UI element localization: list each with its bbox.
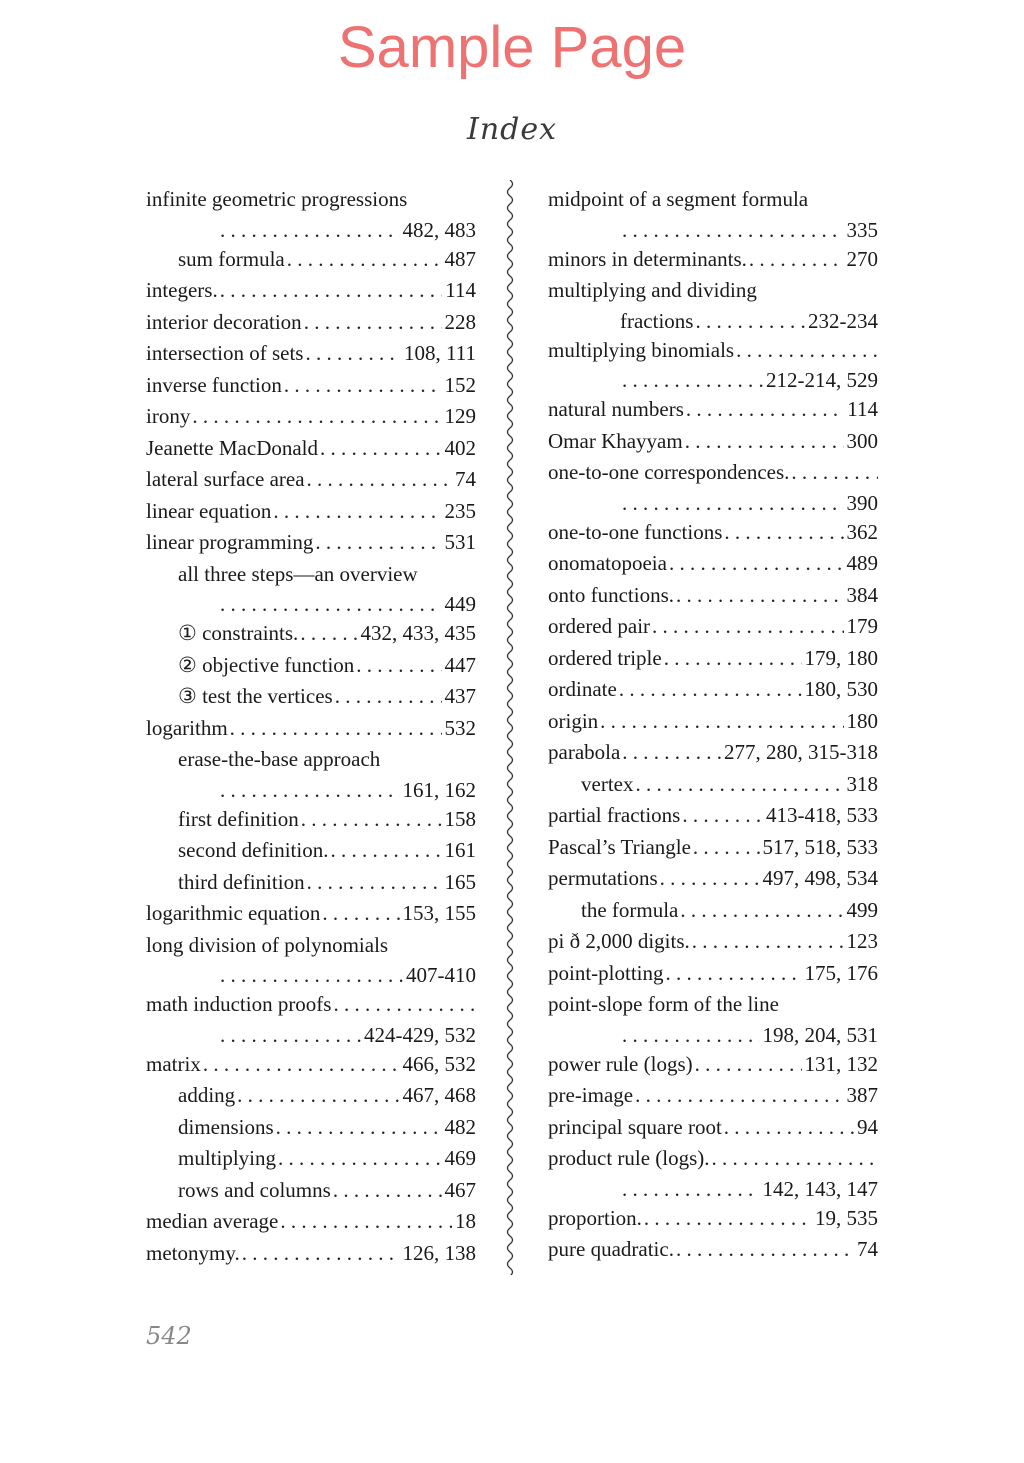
dot-leader — [320, 898, 399, 930]
dot-leader — [218, 216, 400, 244]
index-column-left — [146, 184, 476, 1269]
dot-leader — [722, 517, 843, 549]
index-term: onomatopoeia — [548, 551, 667, 575]
dot-leader — [218, 1021, 361, 1049]
index-term: onto functions. — [548, 582, 674, 607]
index-entry — [146, 216, 476, 244]
dot-leader — [710, 1143, 878, 1175]
index-entry — [548, 548, 878, 580]
index-entry — [548, 611, 878, 643]
index-page-refs: 413-418, 533 — [766, 803, 878, 827]
index-page-refs: 402 — [444, 435, 476, 460]
index-entry — [548, 457, 878, 489]
index-term: infinite geometric progressions — [146, 187, 408, 211]
index-page-refs: 270 — [846, 246, 878, 271]
index-term: natural numbers — [548, 397, 684, 421]
dot-leader — [318, 433, 441, 465]
dot-leader — [691, 832, 760, 864]
index-entry — [548, 1143, 878, 1175]
dot-leader — [299, 804, 442, 836]
index-term: integers. — [146, 278, 218, 302]
index-term: rows and columns — [178, 1177, 331, 1202]
index-entry — [146, 1175, 476, 1207]
index-entry — [548, 426, 878, 458]
index-term: adding — [178, 1083, 236, 1107]
dot-leader — [620, 1175, 760, 1203]
index-entry — [146, 804, 476, 836]
index-term: matrix — [146, 1051, 201, 1076]
index-term: linear equation — [146, 498, 272, 523]
index-entry — [548, 335, 878, 367]
index-term: ① constraints. — [178, 621, 299, 645]
dot-leader — [285, 244, 442, 276]
index-entry — [548, 989, 878, 1021]
dot-leader — [302, 307, 442, 339]
index-entry — [146, 744, 476, 776]
index-entry — [548, 216, 878, 244]
index-entry — [146, 1049, 476, 1081]
index-entry — [548, 832, 878, 864]
dot-leader — [683, 426, 844, 458]
index-term: interior decoration — [146, 309, 302, 334]
index-entry — [146, 1112, 476, 1144]
dot-leader — [328, 835, 441, 867]
index-term: vertex — [581, 771, 634, 796]
dot-leader — [747, 244, 844, 276]
index-entry — [146, 867, 476, 899]
index-term: intersection of sets — [146, 341, 304, 365]
index-page-refs: 467, 468 — [402, 1083, 476, 1107]
index-entry — [548, 706, 878, 738]
index-entry — [548, 769, 878, 801]
index-page-refs: 335 — [846, 217, 878, 242]
dot-leader — [240, 1238, 400, 1270]
index-page-refs: 487 — [444, 246, 476, 271]
index-term: linear programming — [146, 530, 314, 554]
dot-leader — [305, 867, 442, 899]
index-term: origin — [548, 708, 599, 733]
dot-leader — [789, 457, 878, 489]
index-entry — [146, 1080, 476, 1112]
index-entry — [548, 366, 878, 394]
index-page-refs: 153, 155 — [402, 901, 476, 925]
index-entry — [548, 895, 878, 927]
index-column-right — [548, 184, 878, 1266]
index-page-refs: 482, 483 — [402, 217, 476, 242]
index-term: power rule (logs) — [548, 1051, 693, 1076]
dot-leader — [331, 989, 476, 1021]
dot-leader — [722, 1112, 854, 1144]
index-page-refs: 384 — [846, 582, 878, 607]
index-page-refs: 517, 518, 533 — [762, 834, 878, 859]
index-page-refs: 467 — [444, 1177, 476, 1202]
index-entry — [146, 1143, 476, 1175]
index-term: first definition — [178, 806, 299, 831]
index-term: Jeanette MacDonald — [146, 435, 319, 460]
index-entry — [146, 370, 476, 402]
dot-leader — [620, 489, 844, 517]
dot-leader — [633, 769, 843, 801]
index-page-refs: 129 — [444, 404, 476, 428]
index-page-refs: 437 — [444, 684, 476, 708]
dot-leader — [331, 1175, 442, 1207]
index-entry — [548, 1112, 878, 1144]
dot-leader — [617, 674, 802, 706]
index-term: irony — [146, 404, 191, 428]
index-term: second definition. — [178, 838, 329, 862]
index-entry — [146, 559, 476, 591]
index-entry — [548, 674, 878, 706]
index-term: pure quadratic. — [548, 1237, 674, 1261]
dot-leader — [664, 958, 802, 990]
index-page-refs: 123 — [846, 929, 878, 953]
index-entry — [548, 244, 878, 276]
index-entry — [146, 464, 476, 496]
index-entry — [146, 1021, 476, 1049]
index-entry — [548, 1175, 878, 1203]
dot-leader — [690, 926, 844, 958]
dot-leader — [674, 580, 844, 612]
index-entry — [548, 1049, 878, 1081]
index-term: pi ð 2,000 digits. — [548, 929, 690, 953]
dot-leader — [693, 1049, 802, 1081]
dot-leader — [620, 1021, 760, 1049]
index-term: third definition — [178, 869, 305, 894]
dot-leader — [190, 401, 441, 433]
dot-leader — [303, 338, 401, 370]
index-entry — [146, 1206, 476, 1238]
index-page-refs: 497, 498, 534 — [762, 866, 878, 890]
index-entry — [146, 713, 476, 745]
index-entry — [548, 580, 878, 612]
index-page-refs: 114 — [445, 278, 476, 302]
index-entry — [548, 1234, 878, 1266]
index-term: one-to-one correspondences. — [548, 460, 790, 484]
index-page-refs: 531 — [444, 530, 476, 554]
index-entry — [548, 737, 878, 769]
index-page-refs: 300 — [846, 428, 878, 453]
dot-leader — [620, 737, 721, 769]
index-term: partial fractions — [548, 803, 681, 827]
dot-leader — [274, 1112, 442, 1144]
dot-leader — [662, 643, 802, 675]
index-page-refs: 161, 162 — [402, 777, 476, 802]
index-page-refs: 180 — [846, 708, 878, 733]
index-entry — [548, 1080, 878, 1112]
dot-leader — [218, 275, 443, 307]
index-term: multiplying and dividing — [548, 278, 757, 302]
dot-leader — [278, 1206, 452, 1238]
index-entry — [146, 618, 476, 650]
index-term: pre-image — [548, 1083, 634, 1107]
index-page-refs: 424-429, 532 — [364, 1022, 476, 1047]
index-term: metonymy. — [146, 1240, 240, 1265]
index-term: parabola — [548, 740, 621, 764]
index-entry — [146, 244, 476, 276]
index-entry — [548, 517, 878, 549]
dot-leader — [305, 464, 452, 496]
page-number: 542 — [146, 1322, 192, 1350]
index-entry — [146, 184, 476, 216]
index-page-refs: 232-234 — [808, 308, 878, 333]
index-page-refs: 131, 132 — [804, 1051, 878, 1076]
index-entry — [548, 863, 878, 895]
index-entry — [548, 958, 878, 990]
index-page-refs: 532 — [444, 715, 476, 740]
index-page-refs: 482 — [444, 1114, 476, 1139]
index-page-refs: 449 — [444, 592, 476, 616]
index-entry — [146, 930, 476, 962]
dot-leader — [201, 1049, 400, 1081]
index-page-refs: 318 — [846, 771, 878, 796]
index-page-refs: 469 — [444, 1146, 476, 1170]
index-term: median average — [146, 1209, 279, 1233]
dot-leader — [354, 650, 441, 682]
index-term: ③ test the vertices — [178, 684, 333, 708]
index-term: long division of polynomials — [146, 932, 389, 957]
index-page-refs: 362 — [846, 519, 878, 544]
index-page-refs: 390 — [846, 490, 878, 515]
index-entry — [146, 401, 476, 433]
index-term: point-plotting — [548, 960, 664, 985]
index-entry — [146, 307, 476, 339]
index-page-refs: 212-214, 529 — [766, 368, 878, 392]
index-term: Pascal’s Triangle — [548, 834, 691, 859]
index-term: multiplying binomials — [548, 337, 735, 362]
index-term: ② objective function — [178, 652, 355, 677]
index-page-refs: 466, 532 — [402, 1051, 476, 1076]
index-entry — [548, 643, 878, 675]
index-term: ordinate — [548, 677, 617, 701]
index-page-refs: 387 — [846, 1083, 878, 1107]
index-entry — [548, 1021, 878, 1049]
index-entry — [146, 989, 476, 1021]
index-page-refs: 180, 530 — [804, 677, 878, 701]
dot-leader — [298, 618, 357, 650]
dot-leader — [678, 895, 843, 927]
index-entry — [146, 496, 476, 528]
index-term: ordered triple — [548, 645, 662, 670]
dot-leader — [235, 1080, 399, 1112]
index-page-refs: 235 — [444, 498, 476, 523]
index-page-refs: 179 — [846, 614, 878, 638]
index-entry — [548, 800, 878, 832]
index-term: minors in determinants. — [548, 246, 747, 271]
index-entry — [146, 338, 476, 370]
index-page-refs: 198, 204, 531 — [762, 1022, 878, 1047]
index-term: sum formula — [178, 246, 285, 271]
index-page-refs: 19, 535 — [815, 1205, 878, 1230]
dot-leader — [620, 216, 844, 244]
dot-leader — [276, 1143, 441, 1175]
index-term: logarithm — [146, 715, 228, 740]
index-page-refs: 108, 111 — [404, 341, 476, 365]
index-term: logarithmic equation — [146, 901, 321, 925]
index-page-refs: 142, 143, 147 — [762, 1176, 878, 1201]
index-entry — [146, 590, 476, 618]
dot-leader — [667, 548, 844, 580]
index-term: erase-the-base approach — [178, 747, 381, 771]
index-page-refs: 432, 433, 435 — [360, 621, 476, 645]
dot-leader — [333, 681, 442, 713]
index-entry — [548, 394, 878, 426]
index-term: ordered pair — [548, 614, 651, 638]
index-entry — [146, 681, 476, 713]
index-term: dimensions — [178, 1114, 274, 1139]
index-entry — [146, 433, 476, 465]
index-page-refs: 407-410 — [406, 963, 476, 987]
index-term: multiplying — [178, 1146, 277, 1170]
index-page-refs: 179, 180 — [804, 645, 878, 670]
dot-leader — [271, 496, 441, 528]
index-term: math induction proofs — [146, 992, 332, 1016]
index-page-refs: 18 — [455, 1209, 476, 1233]
dot-leader — [620, 366, 763, 394]
index-page-refs: 158 — [444, 806, 476, 831]
index-entry — [146, 961, 476, 989]
index-term: product rule (logs). — [548, 1146, 710, 1170]
index-page-refs: 114 — [847, 397, 878, 421]
dot-leader — [598, 706, 843, 738]
index-entry — [548, 275, 878, 307]
dot-leader — [650, 611, 843, 643]
index-page-refs: 152 — [444, 372, 476, 397]
index-page-refs: 74 — [455, 467, 476, 491]
index-entry — [146, 275, 476, 307]
index-entry — [146, 527, 476, 559]
index-entry — [146, 650, 476, 682]
index-term: midpoint of a segment formula — [548, 187, 809, 211]
index-page-refs: 161 — [444, 838, 476, 862]
index-term: principal square root — [548, 1114, 722, 1139]
dot-leader — [680, 800, 763, 832]
index-page-refs: 175, 176 — [804, 960, 878, 985]
index-term: Omar Khayyam — [548, 428, 683, 453]
sample-page-banner: Sample Page — [337, 15, 687, 80]
dot-leader — [658, 863, 760, 895]
index-term: the formula — [581, 897, 679, 922]
index-entry — [146, 898, 476, 930]
index-term: permutations — [548, 866, 658, 890]
dot-leader — [218, 961, 403, 989]
index-term: lateral surface area — [146, 467, 305, 491]
dot-leader — [693, 307, 805, 335]
index-entry — [548, 489, 878, 517]
index-term: point-slope form of the line — [548, 992, 779, 1016]
dot-leader — [684, 394, 844, 426]
dot-leader — [313, 527, 441, 559]
index-entry — [548, 184, 878, 216]
index-term: one-to-one functions — [548, 519, 723, 544]
index-page-refs: 489 — [846, 551, 878, 575]
index-page-refs: 126, 138 — [402, 1240, 476, 1265]
dot-leader — [642, 1203, 812, 1235]
index-term: fractions — [620, 308, 694, 333]
index-term: all three steps—an overview — [178, 561, 418, 586]
dot-leader — [674, 1234, 854, 1266]
index-page-refs: 94 — [857, 1114, 878, 1139]
index-page-refs: 277, 280, 315-318 — [724, 740, 878, 764]
index-page-refs: 74 — [857, 1237, 878, 1261]
index-term: inverse function — [146, 372, 282, 397]
dot-leader — [282, 370, 442, 402]
index-entry — [146, 835, 476, 867]
index-page-refs: 499 — [846, 897, 878, 922]
index-page-refs: 165 — [444, 869, 476, 894]
dot-leader — [734, 335, 878, 367]
dot-leader — [228, 713, 442, 745]
index-entry — [146, 776, 476, 804]
index-entry — [548, 1203, 878, 1235]
index-entry — [548, 926, 878, 958]
index-entry — [548, 307, 878, 335]
dot-leader — [218, 590, 442, 618]
column-divider — [502, 180, 518, 1275]
index-page-refs: 228 — [444, 309, 476, 334]
index-heading: Index — [466, 112, 558, 147]
index-entry — [146, 1238, 476, 1270]
dot-leader — [633, 1080, 843, 1112]
dot-leader — [218, 776, 400, 804]
index-term: proportion. — [548, 1205, 642, 1230]
index-page-refs: 447 — [444, 652, 476, 677]
